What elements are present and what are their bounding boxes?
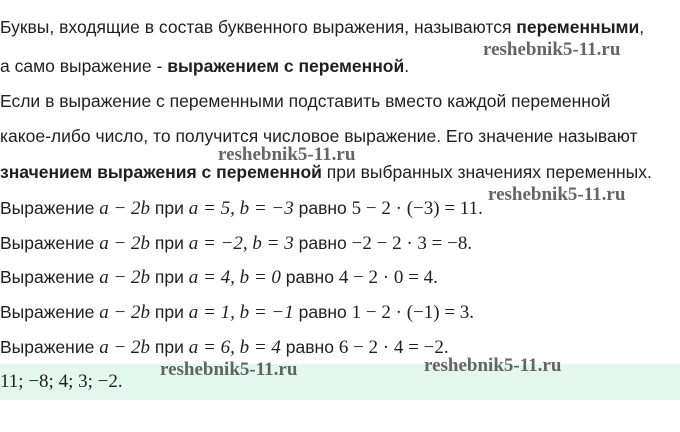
term-expression-value: значением выражения с переменной bbox=[0, 162, 322, 182]
definition-text: Буквы, входящие в состав буквенного выражения, называются bbox=[0, 17, 517, 37]
example-expression: a − 2b bbox=[99, 233, 151, 254]
definition-text: какое-либо число, то получится числовое выражение. Его значение называют bbox=[0, 126, 638, 146]
example-at: при bbox=[154, 337, 184, 357]
example-label: Выражение bbox=[0, 267, 95, 287]
example-calculation: 5 − 2 · (−3) = 11. bbox=[351, 198, 483, 219]
example-row bbox=[0, 335, 449, 360]
definition-line-3 bbox=[0, 89, 610, 113]
definition-line-1 bbox=[0, 15, 644, 39]
example-label: Выражение bbox=[0, 337, 95, 357]
example-values: a = 4, b = 0 bbox=[188, 267, 281, 288]
answer-text: 11; −8; 4; 3; −2. bbox=[0, 371, 123, 392]
example-at: при bbox=[154, 302, 184, 322]
example-label: Выражение bbox=[0, 233, 95, 253]
example-expression: a − 2b bbox=[99, 198, 151, 219]
watermark: reshebnik5-11.ru bbox=[488, 184, 626, 205]
example-values: a = 1, b = −1 bbox=[188, 302, 294, 323]
definition-text: а само выражение - bbox=[0, 56, 168, 76]
watermark: reshebnik5-11.ru bbox=[218, 144, 356, 165]
example-row bbox=[0, 265, 438, 290]
example-expression: a − 2b bbox=[99, 302, 151, 323]
example-equals-word: равно bbox=[285, 267, 334, 287]
example-at: при bbox=[154, 233, 184, 253]
term-expression-with-variable: выражением с переменной bbox=[167, 56, 405, 76]
example-row bbox=[0, 231, 472, 256]
watermark: reshebnik5-11.ru bbox=[424, 355, 562, 376]
punctuation: , bbox=[639, 17, 645, 37]
example-at: при bbox=[154, 267, 184, 287]
example-values: a = 6, b = 4 bbox=[188, 337, 281, 358]
example-equals-word: равно bbox=[298, 233, 347, 253]
example-values: a = −2, b = 3 bbox=[188, 233, 294, 254]
example-label: Выражение bbox=[0, 198, 95, 218]
definition-line-2 bbox=[0, 54, 409, 78]
watermark: reshebnik5-11.ru bbox=[160, 359, 298, 380]
example-row bbox=[0, 196, 483, 221]
term-variables: переменными bbox=[516, 17, 640, 37]
example-calculation: 1 − 2 · (−1) = 3. bbox=[351, 302, 475, 323]
example-label: Выражение bbox=[0, 302, 95, 322]
example-calculation: −2 − 2 · 3 = −8. bbox=[351, 233, 473, 254]
watermark: reshebnik5-11.ru bbox=[483, 39, 621, 60]
example-expression: a − 2b bbox=[99, 267, 151, 288]
example-equals-word: равно bbox=[285, 337, 334, 357]
definition-text: Если в выражение с переменными подставить вместо каждой переменной bbox=[0, 91, 611, 111]
example-calculation: 4 − 2 · 0 = 4. bbox=[338, 267, 438, 288]
example-equals-word: равно bbox=[298, 198, 347, 218]
example-row bbox=[0, 300, 474, 325]
definition-text: при выбранных значениях переменных. bbox=[321, 162, 652, 182]
example-expression: a − 2b bbox=[99, 337, 151, 358]
punctuation: . bbox=[404, 56, 410, 76]
example-at: при bbox=[154, 198, 184, 218]
example-equals-word: равно bbox=[298, 302, 347, 322]
example-values: a = 5, b = −3 bbox=[188, 198, 294, 219]
example-calculation: 6 − 2 · 4 = −2. bbox=[338, 337, 449, 358]
